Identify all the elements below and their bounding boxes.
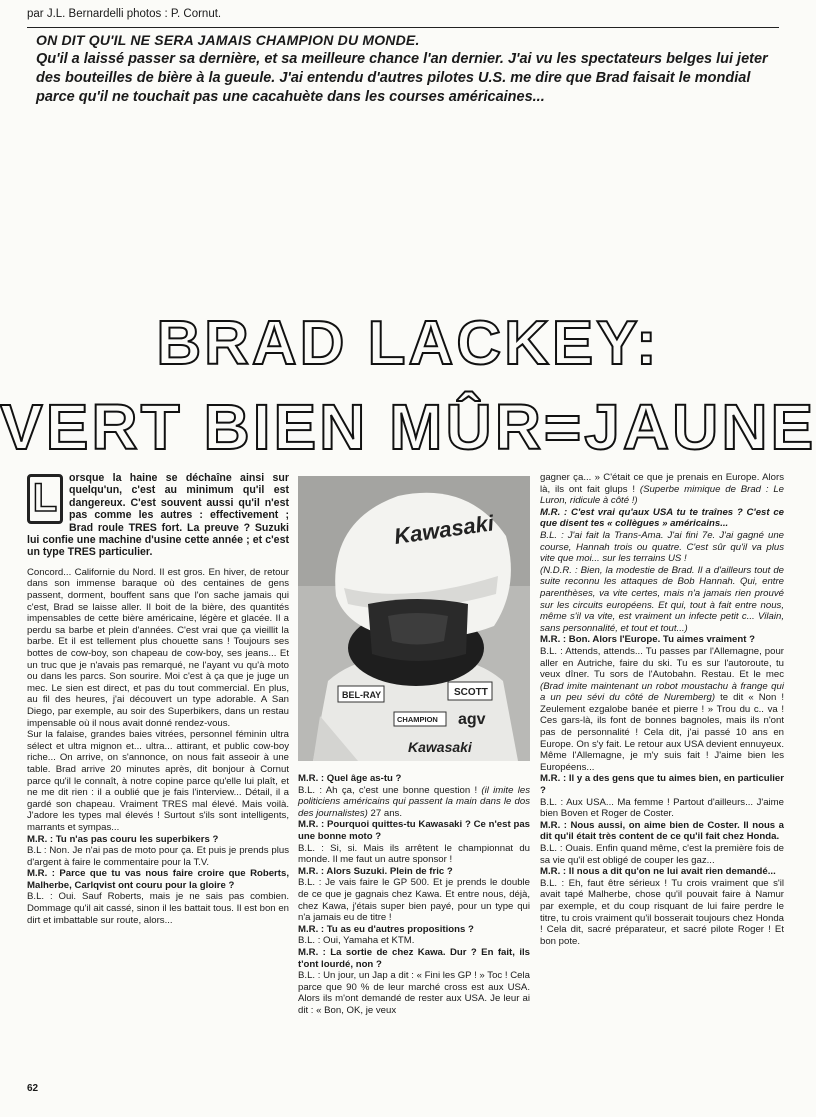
interview-question: M.R. : Il nous a dit qu'on ne lui avait rien demandé...: [540, 866, 776, 878]
rider-photo-illustration: [298, 476, 530, 761]
interview-question: M.R. : C'est vrai qu'aux USA tu te traînes ? C'est ce que disent tes « collègues » américains...: [540, 506, 784, 530]
jersey-logo: Kawasaki: [408, 739, 472, 755]
interview-question: M.R. : Bon. Alors l'Europe. Tu aimes vraiment ?: [540, 634, 755, 646]
interview-answer: B.L. : Oui. Sauf Roberts, mais je ne sais pas combien. Dommage qu'il ait cassé, sinon il les battait tous. Il est bon en dirt et imbattable sur route, alors...: [27, 891, 289, 926]
interview-answer: B.L. : Eh, faut être sérieux ! Tu crois vraiment que s'il avait tapé Malherbe, chose qu'il pouvait faire à Namur par exemple, et du coup risquant de lui faire perdre le titre, tu crois vraiment qu'il bosserait toujours chez Honda ! Cela dit, sacré préparateur, et sacré pilote Roger ! Et bon pote.: [540, 877, 784, 947]
interview-question: M.R. : Tu as eu d'autres propositions ?: [298, 923, 474, 935]
interview-answer: B.L. : Ouais. Enfin quand même, c'est la première fois de sa vie qu'il est obligé de couper les gaz...: [540, 843, 784, 866]
lead-paragraph: [27, 472, 289, 559]
article-column-1: [27, 472, 289, 926]
interview-answer: B.L. : Un jour, un Jap a dit : « Fini les GP ! » Toc ! Cela parce que 90 % de leur marché cross est aux USA. Alors ils m'ont demandé de rester aux USA. Je leur ai dit : « Bon, OK, je veux: [298, 970, 530, 1016]
interview-answer: B.L. : Si, si. Mais ils arrêtent le championnat du monde. Il me faut un autre sponsor !: [298, 842, 530, 866]
body-paragraph: Sur la falaise, grandes baies vitrées, personnel féminin ultra sélect et ultra mignon et... ultra... attirant, et public cow-boy riche... On arrive, on s'annonce, on nous fait asseoir à une table. Brad arrive 20 minutes après, dit bonjour à Cornut parce qu'il le connaît, à notre copine parce qu'elle lui plaît, et ne me dit rien : il a oublié que je fais l'interview... Détail, il a gardé son chapeau. Vraiment TRES mal élevé. Mais voilà. J'adore les types mal élevés ! Surtout s'ils sont intelligents, marrants et sympas...: [27, 729, 289, 833]
drop-cap: L: [27, 474, 63, 524]
interview-answer: B.L. : J'ai fait la Trans-Ama. J'ai fini 7e. J'ai gagné une course, Hannah trois ou quatre. C'est sûr qu'il va plus vite que moi... sur les terrains US !: [540, 529, 784, 565]
interview-answer: B.L : Non. Je n'ai pas de moto pour ça. Et puis je prends plus d'argent à faire le commentaire pour la T.V.: [27, 845, 289, 868]
interview-question: M.R. : Quel âge as-tu ?: [298, 773, 402, 784]
interview-answer: B.L. : Oui, Yamaha et KTM.: [298, 935, 415, 947]
interview-answer: B.L. : Aux USA... Ma femme ! Partout d'ailleurs... J'aime bien Boven et Roger de Coster.: [540, 796, 784, 820]
lead-text: orsque la haine se déchaîne ainsi sur quelqu'un, c'est au minimum qu'il est dangereux. C'est souvent aussi qu'il n'est pas comme les autres : effectivement ; Brad roule TRES fort. La preuve ? Suzuki lui confie une machine d'usine cette année ; et c'est un type TRES particulier.: [27, 472, 289, 559]
interview-question: M.R. : La sortie de chez Kawa. Dur ? En fait, ils t'ont lourdé, non ?: [298, 946, 530, 970]
patch-scott: SCOTT: [454, 687, 488, 698]
interview-question: M.R. : Nous aussi, on aime bien de Coster. Il nous a dit qu'il était très content de ce qu'il fait chez Honda.: [540, 819, 784, 843]
patch-agv: agv: [458, 711, 486, 728]
interview-answer: B.L. : Je vais faire le GP 500. Et je prends le double de ce que je gagnais chez Kawa. Et entre nous, déjà, chez Kawa, j'étais super bien payé, pour un type qui n'a jamais eu de titre !: [298, 877, 530, 924]
interview-answer: gagner ça... » C'était ce que je prenais en Europe. Alors là, ils ont fait glups ! (Superbe mimique de Brad : Le Luron, ridicule à côté !): [540, 472, 784, 507]
interview-question: M.R. : Alors Suzuki. Plein de fric ?: [298, 865, 453, 877]
patch-champion: CHAMPION: [397, 715, 438, 724]
page-number: 62: [27, 1083, 39, 1094]
body-paragraph: Concord... Californie du Nord. Il est gros. En hiver, de retour dans son immense baraque où des centaines de gens passent, dorment, bouffent sans que l'on sache jamais qui c'est, Brad se laisse aller. Il boit de la bière, des quantités impensables de cette bière américaine, légère et glacée. Il a perdu sa barbe et plein d'années. C'est vrai que ça vieillit la barbe. Et il est tellement plus chouette sans ! Toujours ses bottes de cow-boy, son chapeau de cow-boy, ses jeans... Et un truc que je n'avais pas remarqué, ne l'ayant vu qu'à moto ou dans les parcs. Son sourire. Moi c'est à ça que je juge un mec. Le sien est direct, et pas du tout commercial. En plus, au fil des heures, j'ai découvert un type adorable. A San Diego, par exemple, au soir des Superbikers, dans un restau impensable où il nous avait donné rendez-vous.: [27, 566, 289, 729]
photo-credit: par J.L. Bernardelli photos : P. Cornut.: [27, 8, 222, 20]
interview-answer: B.L. : Ah ça, c'est une bonne question ! (il imite les politiciens américains qui passent la main dans le dos des journalistes) 27 ans.: [298, 784, 530, 819]
headline: ON DIT QU'IL NE SERA JAMAIS CHAMPION DU MONDE.: [36, 32, 420, 48]
helmet-logo: Kawasaki: [392, 510, 496, 550]
rider-photo: [298, 476, 530, 761]
article-title-line-1: BRAD LACKEY:: [156, 309, 660, 378]
header-rule: [27, 27, 779, 28]
article-column-3: [540, 472, 784, 947]
interview-question: M.R. : Tu n'as pas couru les superbikers ?: [27, 833, 219, 845]
intro-paragraph: Qu'il a laissé passer sa dernière, et sa meilleure chance l'an dernier. J'ai vu les spectateurs belges lui jeter des bouteilles de bière à la gueule. J'ai entendu d'autres pilotes U.S. me dire que Brad faisait le mondial parce qu'il ne touchait pas une cacahuète dans les courses américaines...: [36, 51, 768, 105]
interview-answer: B.L. : Attends, attends... Tu passes par l'Allemagne, pour aller en Autriche, faire du ski. Tu es sur l'autoroute, tu veux dîner. Tu sors de l'Autobahn. Restau. Et le mec (Brad imite maintenant un robot moustachu à frange qui a un peu sévi du côté de Nuremberg) te dit « Non ! Zeulement ezgalobe banée et pierre ! » Trou du c.. va ! Ces gars-là, ils font de bonnes bagnoles, mais ils n'ont pas de personnalité ! Cela dit, j'ai passé 10 ans en Europe. On s'y fait. Le retour aux USA devient ennuyeux. Même l'Allemagne, je m'y suis fait ! J'aime bien les Européens...: [540, 645, 785, 773]
article-title-line-2: VERT BIEN MÛR=JAUNE: [0, 391, 816, 463]
interview-question: M.R. : Il y a des gens que tu aimes bien, en particulier ?: [540, 773, 784, 797]
interview-question: M.R. : Parce que tu vas nous faire croire que Roberts, Malherbe, Carlqvist ont couru pour la gloire ?: [27, 868, 289, 891]
article-column-2: [298, 773, 530, 1016]
patch-belray: BEL-RAY: [342, 690, 382, 700]
interview-question: M.R. : Pourquoi quittes-tu Kawasaki ? Ce n'est pas une bonne moto ?: [298, 819, 530, 842]
editor-note: (N.D.R. : Bien, la modestie de Brad. Il a d'ailleurs tout de suite reconnu les attaques de Bob Hannah. Qui, entre parenthèses, va vite certes, mais n'a jamais rien prouvé sur les circuits européens. Et qui, tout à fait entre nous, même s'il va vite, est vraiment un infecte petit c... Vilain, sans personnalité, et tout et tout...): [540, 564, 784, 634]
